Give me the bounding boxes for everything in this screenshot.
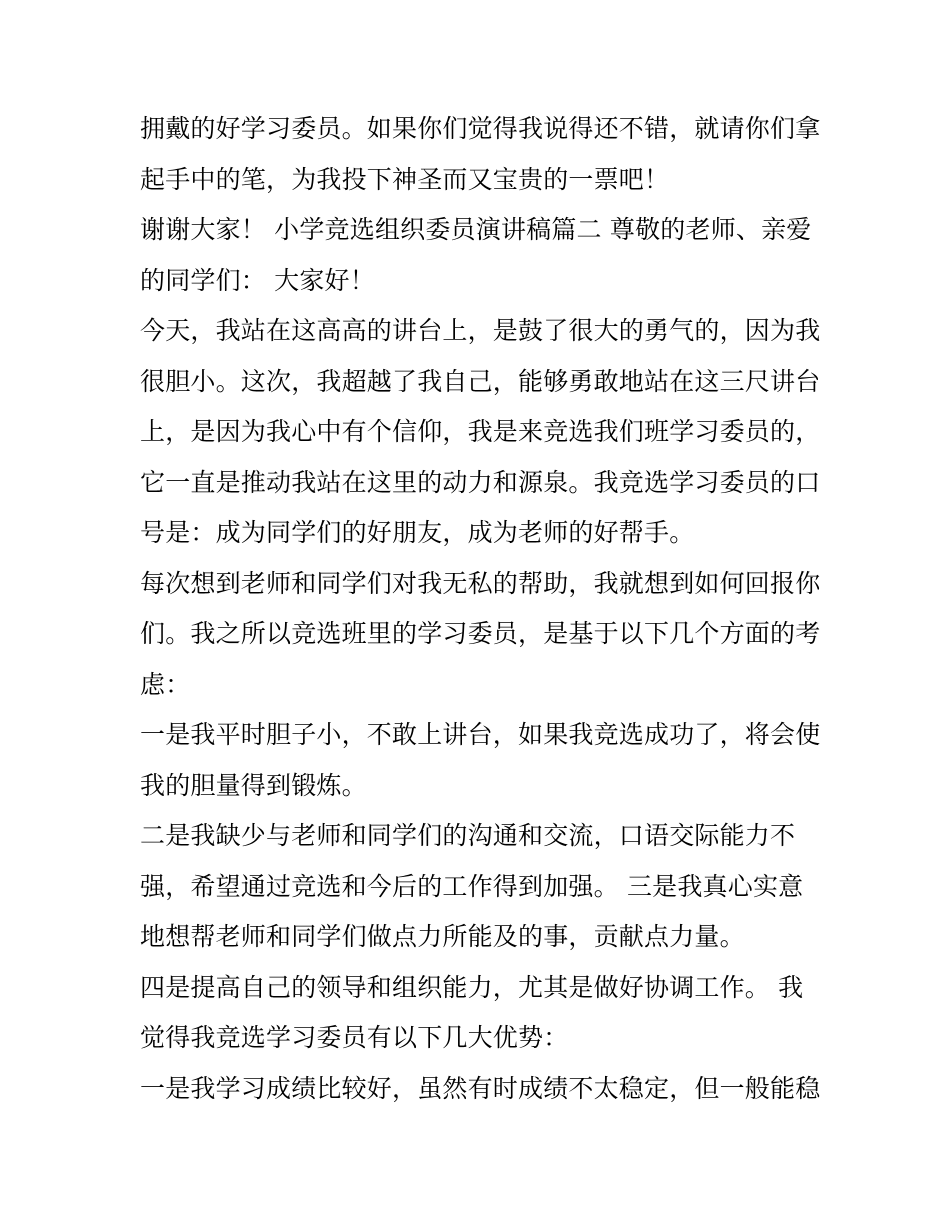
text-line: 的同学们： 大家好！	[140, 265, 375, 295]
text-line: 很胆小。这次，我超越了我自己，能够勇敢地站在这三尺讲台	[140, 366, 821, 396]
text-line: 号是：成为同学们的好朋友，成为老师的好帮手。	[140, 518, 695, 547]
text-line: 地想帮老师和同学们做点力所能及的事，贡献点力量。	[140, 922, 745, 951]
text-line: 一是我学习成绩比较好，虽然有时成绩不太稳定，但一般能稳	[140, 1073, 821, 1103]
text-line: 强，希望通过竞选和今后的工作得到加强。 三是我真心实意	[140, 871, 804, 901]
text-line: 谢谢大家！ 小学竞选组织委员演讲稿篇二 尊敬的老师、亲爱	[140, 215, 812, 244]
text-line: 它一直是推动我站在这里的动力和源泉。我竞选学习委员的口	[140, 467, 821, 497]
text-line: 四是提高自己的领导和组织能力，尤其是做好协调工作。 我	[140, 972, 804, 1002]
text-line: 我的胆量得到锻炼。	[140, 770, 367, 800]
text-line: 拥戴的好学习委员。如果你们觉得我说得还不错，就请你们拿	[140, 114, 821, 143]
text-line: 起手中的笔，为我投下神圣而又宝贵的一票吧！	[140, 164, 670, 194]
text-line: 上，是因为我心中有个信仰，我是来竞选我们班学习委员的，	[140, 417, 821, 446]
text-line: 每次想到老师和同学们对我无私的帮助，我就想到如何回报你	[140, 568, 821, 598]
text-line: 们。我之所以竞选班里的学习委员，是基于以下几个方面的考	[140, 619, 821, 648]
document-body	[140, 104, 820, 1114]
text-line: 二是我缺少与老师和同学们的沟通和交流，口语交际能力不	[140, 821, 796, 850]
text-line: 今天，我站在这高高的讲台上，是鼓了很大的勇气的，因为我	[140, 316, 821, 345]
text-line: 觉得我竞选学习委员有以下几大优势：	[140, 1023, 569, 1052]
text-line: 虑：	[140, 669, 191, 699]
text-line: 一是我平时胆子小，不敢上讲台，如果我竞选成功了，将会使	[140, 720, 821, 749]
